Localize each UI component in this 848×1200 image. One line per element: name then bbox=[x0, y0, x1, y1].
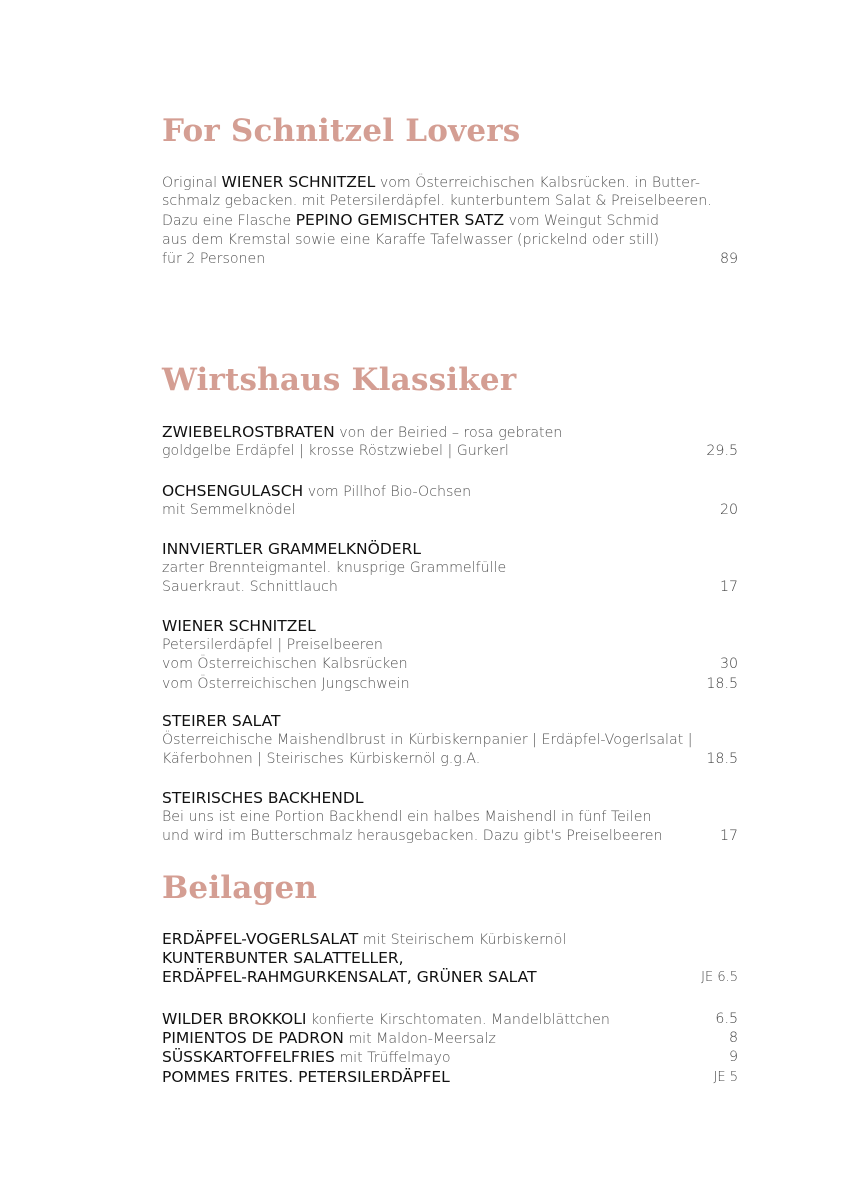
dish-description: vom Pillhof Bio-Ochsen bbox=[303, 484, 472, 500]
dish-description: Bei uns ist eine Portion Backhendl ein halbes Maishendl in fünf Teilen bbox=[162, 809, 652, 826]
dish-name: ZWIEBELROSTBRATEN bbox=[162, 423, 335, 441]
menu-line bbox=[162, 949, 738, 968]
menu-line bbox=[162, 173, 738, 192]
price: 8 bbox=[728, 1030, 738, 1047]
dish-name: ERDÄPFEL-VOGERLSALAT bbox=[162, 930, 359, 948]
dish-description: aus dem Kremstal sowie eine Karaffe Tafelwasser (prickelnd oder still) bbox=[162, 231, 660, 248]
price: 18.5 bbox=[706, 751, 738, 768]
dish-name: KUNTERBUNTER SALATTELLER, bbox=[162, 949, 404, 968]
menu-item-wiener-schnitzel bbox=[162, 617, 738, 694]
dish-description: mit Maldon-Meersalz bbox=[343, 1031, 496, 1048]
menu-item-ochsengulasch bbox=[162, 482, 738, 520]
menu-line bbox=[162, 192, 738, 211]
price: 29.5 bbox=[706, 443, 738, 460]
dish-description: vom Österreichischen Jungschwein bbox=[162, 675, 410, 692]
dish-name: OCHSENGULASCH bbox=[162, 482, 304, 500]
dish-description: zarter Brennteigmantel. knusprige Grammelfülle bbox=[162, 560, 507, 577]
menu-line bbox=[162, 731, 738, 750]
price: 6.5 bbox=[715, 1011, 738, 1027]
price: 20 bbox=[719, 502, 738, 519]
dish-description: und wird im Butterschmalz herausgebacken. Dazu gibt's Preiselbeeren bbox=[162, 828, 663, 845]
price: 17 bbox=[719, 579, 738, 596]
dish-description: konfierte Kirschtomaten. Mandelblättchen bbox=[306, 1012, 610, 1028]
dish-description: goldgelbe Erdäpfel | krosse Röstzwiebel | Gurkerl bbox=[162, 443, 509, 460]
menu-line bbox=[162, 231, 738, 250]
menu-line bbox=[162, 501, 738, 520]
section-title-beilagen: Beilagen bbox=[162, 870, 318, 906]
menu-line bbox=[162, 482, 738, 501]
menu-line bbox=[162, 655, 738, 674]
menu-line bbox=[162, 559, 738, 578]
dish-name: STEIRER SALAT bbox=[162, 712, 281, 730]
price: JE 5 bbox=[713, 1069, 738, 1085]
price: 30 bbox=[719, 656, 738, 673]
dish-name: PEPINO GEMISCHTER SATZ bbox=[295, 211, 505, 230]
dish-description: Original bbox=[162, 175, 222, 191]
beilagen-group-salads bbox=[162, 930, 738, 988]
menu-item-grammelknoederl bbox=[162, 540, 738, 598]
menu-line bbox=[162, 1048, 738, 1067]
dish-description: Petersilerdäpfel | Preiselbeeren bbox=[162, 637, 383, 654]
dish-name: WIENER SCHNITZEL bbox=[162, 617, 316, 635]
dish-name: PIMIENTOS DE PADRON bbox=[162, 1029, 344, 1048]
dish-name: SÜSSKARTOFFELFRIES bbox=[162, 1048, 335, 1067]
menu-line bbox=[162, 540, 738, 559]
menu-line bbox=[162, 1010, 738, 1029]
dish-description: mit Steirischem Kürbiskernöl bbox=[358, 932, 567, 948]
dish-description: mit Trüffelmayo bbox=[334, 1050, 451, 1067]
menu-line bbox=[162, 211, 738, 230]
dish-description: Dazu eine Flasche bbox=[162, 213, 296, 230]
dish-name: ERDÄPFEL-RAHMGURKENSALAT, GRÜNER SALAT bbox=[162, 968, 537, 987]
price: 17 bbox=[719, 828, 738, 845]
menu-line bbox=[162, 423, 738, 442]
price: JE 6.5 bbox=[701, 970, 738, 986]
menu-line bbox=[162, 712, 738, 731]
menu-line bbox=[162, 968, 738, 987]
menu-line bbox=[162, 442, 738, 461]
menu-line bbox=[162, 808, 738, 827]
menu-line bbox=[162, 250, 738, 269]
menu-line bbox=[162, 1029, 738, 1048]
menu-line bbox=[162, 930, 738, 949]
dish-name: POMMES FRITES. PETERSILERDÄPFEL bbox=[162, 1067, 450, 1086]
price: 89 bbox=[719, 250, 738, 267]
dish-description: für 2 Personen bbox=[162, 250, 266, 267]
beilagen-group-sides bbox=[162, 1010, 738, 1087]
dish-name: INNVIERTLER GRAMMELKNÖDERL bbox=[162, 540, 421, 558]
price: 18.5 bbox=[706, 675, 738, 692]
menu-line bbox=[162, 636, 738, 655]
menu-line bbox=[162, 750, 738, 769]
section-title-klassiker: Wirtshaus Klassiker bbox=[162, 362, 517, 398]
menu-line bbox=[162, 578, 738, 597]
menu-line bbox=[162, 827, 738, 846]
section-title-schnitzel-lovers: For Schnitzel Lovers bbox=[162, 113, 521, 149]
dish-name: WIENER SCHNITZEL bbox=[221, 173, 376, 191]
dish-description: vom Österreichischen Kalbsrücken bbox=[162, 656, 408, 673]
dish-description: vom Österreichischen Kalbsrücken. in Butter- bbox=[375, 175, 701, 191]
menu-item-steirer-salat bbox=[162, 712, 738, 770]
dish-name: STEIRISCHES BACKHENDL bbox=[162, 789, 364, 807]
schnitzel-lovers-block bbox=[162, 173, 738, 269]
menu-line bbox=[162, 789, 738, 808]
menu-line bbox=[162, 675, 738, 694]
menu-item-zwiebelrostbraten bbox=[162, 423, 738, 461]
dish-description: Sauerkraut. Schnittlauch bbox=[162, 579, 338, 596]
dish-description: vom Weingut Schmid bbox=[504, 213, 660, 230]
dish-description: Österreichische Maishendlbrust in Kürbiskernpanier | Erdäpfel-Vogerlsalat | bbox=[162, 732, 693, 749]
menu-line bbox=[162, 617, 738, 636]
dish-description: Käferbohnen | Steirisches Kürbiskernöl g.g.A. bbox=[162, 751, 481, 768]
dish-description: mit Semmelknödel bbox=[162, 502, 296, 519]
menu-item-backhendl bbox=[162, 789, 738, 847]
dish-name: WILDER BROKKOLI bbox=[162, 1010, 307, 1028]
price: 9 bbox=[728, 1049, 738, 1066]
dish-description: schmalz gebacken. mit Petersilerdäpfel. kunterbuntem Salat & Preiselbeeren. bbox=[162, 193, 712, 210]
menu-line bbox=[162, 1068, 738, 1087]
dish-description: von der Beiried – rosa gebraten bbox=[334, 425, 563, 441]
